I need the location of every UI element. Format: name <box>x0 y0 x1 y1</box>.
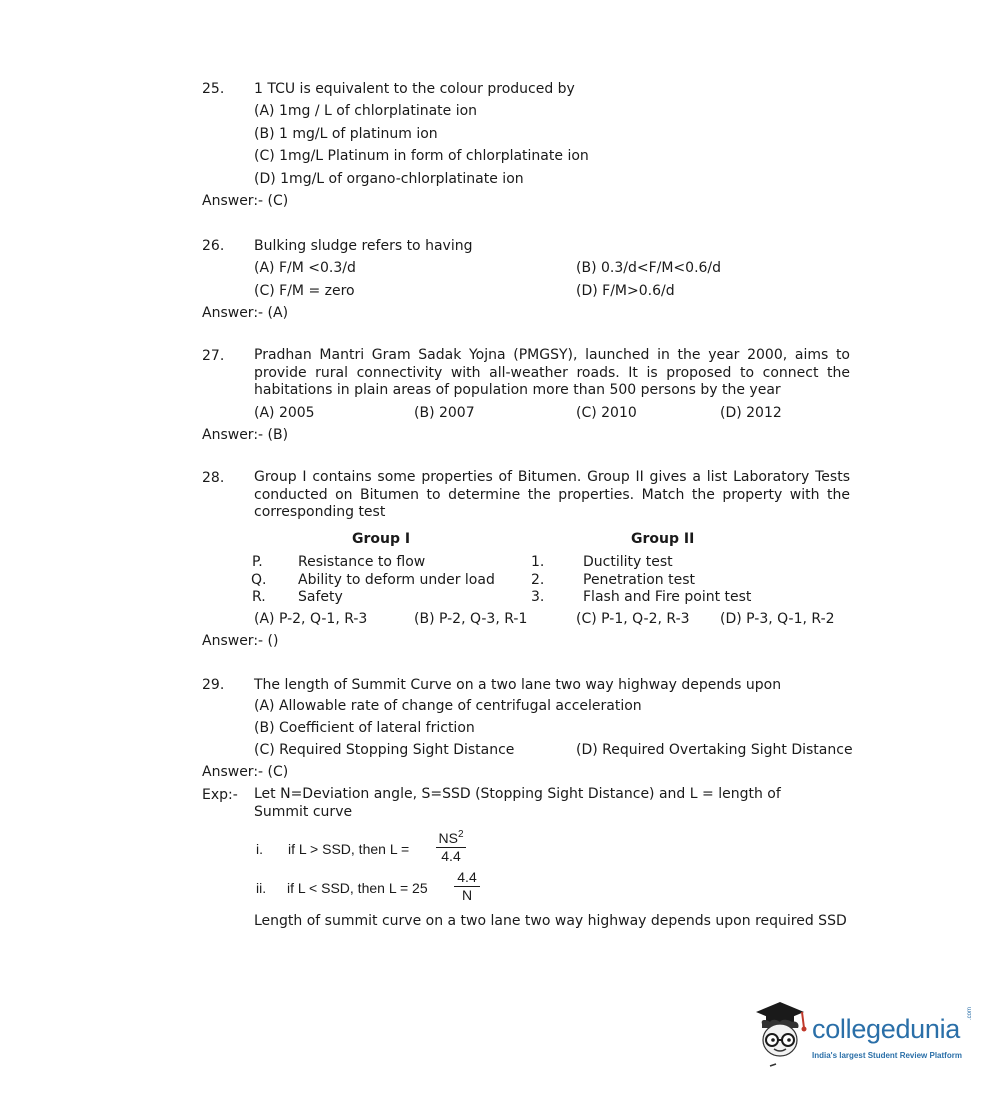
q26-option-c: (C) F/M = zero <box>254 283 355 299</box>
q27-option-a: (A) 2005 <box>254 405 315 421</box>
q29-text: The length of Summit Curve on a two lane two way highway depends upon <box>254 677 782 693</box>
q29-option-b: (B) Coefficient of lateral friction <box>254 720 475 736</box>
q25-option-c: (C) 1mg/L Platinum in form of chlorplatinate ion <box>254 148 589 164</box>
q29-option-d: (D) Required Overtaking Sight Distance <box>576 742 853 758</box>
case-2-denominator: N <box>461 887 473 903</box>
q28-option-c: (C) P-1, Q-2, R-3 <box>576 611 690 627</box>
explanation-text: Let N=Deviation angle, S=SSD (Stopping Sight Distance) and L = length of Summit curve <box>254 786 781 820</box>
group-1-key-p: P. <box>252 554 263 570</box>
group-2-num-1: 1. <box>531 554 545 570</box>
q26-text: Bulking sludge refers to having <box>254 238 473 254</box>
group-2-title: Group II <box>631 531 695 547</box>
q25-option-d: (D) 1mg/L of organo-chlorplatinate ion <box>254 171 524 187</box>
q29-option-a: (A) Allowable rate of change of centrifugal acceleration <box>254 698 642 714</box>
q26-option-d: (D) F/M>0.6/d <box>576 283 675 299</box>
q28-option-b: (B) P-2, Q-3, R-1 <box>414 611 528 627</box>
q28-option-a: (A) P-2, Q-1, R-3 <box>254 611 368 627</box>
q28-option-d: (D) P-3, Q-1, R-2 <box>720 611 835 627</box>
q28-number: 28. <box>202 470 225 486</box>
q28-text: Group I contains some properties of Bitumen. Group II gives a list Laboratory Tests conducted on Bitumen to determine the properties. Match the property with the corresponding test <box>254 469 850 520</box>
q27-answer: Answer:- (B) <box>202 427 289 443</box>
q27-text: Pradhan Mantri Gram Sadak Yojna (PMGSY), launched in the year 2000, aims to provide rural connectivity with all-weather roads. It is proposed to connect the habitations in plain areas of population more than 500 persons by the year <box>254 347 850 398</box>
q29-number: 29. <box>202 677 225 693</box>
group-1-key-r: R. <box>252 589 266 605</box>
group-1-property-r: Safety <box>298 589 343 605</box>
q25-answer: Answer:- (C) <box>202 193 289 209</box>
case-1-text: if L > SSD, then L = <box>288 841 410 857</box>
explanation-label: Exp:- <box>202 787 238 803</box>
q26-option-b: (B) 0.3/d<F/M<0.6/d <box>576 260 722 276</box>
group-2-test-3: Flash and Fire point test <box>583 589 752 605</box>
case-2-fraction <box>454 869 480 904</box>
mascot-icon <box>748 998 810 1068</box>
logo-com: .com <box>967 1006 973 1020</box>
group-1-property-p: Resistance to flow <box>298 554 426 570</box>
logo-tagline: India's largest Student Review Platform <box>812 1051 962 1060</box>
group-1-property-q: Ability to deform under load <box>298 572 495 588</box>
q25-text: 1 TCU is equivalent to the colour produced by <box>254 81 575 97</box>
q27-option-b: (B) 2007 <box>414 405 475 421</box>
conclusion-text: Length of summit curve on a two lane two way highway depends upon required SSD <box>254 913 847 929</box>
logo-wordmark: collegedunia <box>812 1014 961 1044</box>
group-2-test-1: Ductility test <box>583 554 673 570</box>
q27-option-d: (D) 2012 <box>720 405 782 421</box>
q26-answer: Answer:- (A) <box>202 305 289 321</box>
group-2-test-2: Penetration test <box>583 572 696 588</box>
group-1-title: Group I <box>352 531 411 547</box>
q25-number: 25. <box>202 81 225 97</box>
q25-option-a: (A) 1mg / L of chlorplatinate ion <box>254 103 478 119</box>
case-1-denominator: 4.4 <box>441 848 461 864</box>
case-2-label: ii. <box>256 880 267 896</box>
group-2-num-3: 3. <box>531 589 545 605</box>
q29-answer: Answer:- (C) <box>202 764 289 780</box>
case-2-text: if L < SSD, then L = 25 <box>287 880 428 896</box>
q25-option-b: (B) 1 mg/L of platinum ion <box>254 126 438 142</box>
case-1-label: i. <box>256 841 263 857</box>
group-2-num-2: 2. <box>531 572 545 588</box>
q27-option-c: (C) 2010 <box>576 405 637 421</box>
q28-answer: Answer:- () <box>202 633 279 649</box>
group-1-key-q: Q. <box>251 572 267 588</box>
q26-number: 26. <box>202 238 225 254</box>
case-1-fraction <box>436 830 466 865</box>
case-2-numerator: 4.4 <box>454 869 480 887</box>
q29-option-c: (C) Required Stopping Sight Distance <box>254 742 515 758</box>
q26-option-a: (A) F/M <0.3/d <box>254 260 356 276</box>
case-1-numerator: $NS^2$ <box>436 830 466 848</box>
q27-number: 27. <box>202 348 225 364</box>
